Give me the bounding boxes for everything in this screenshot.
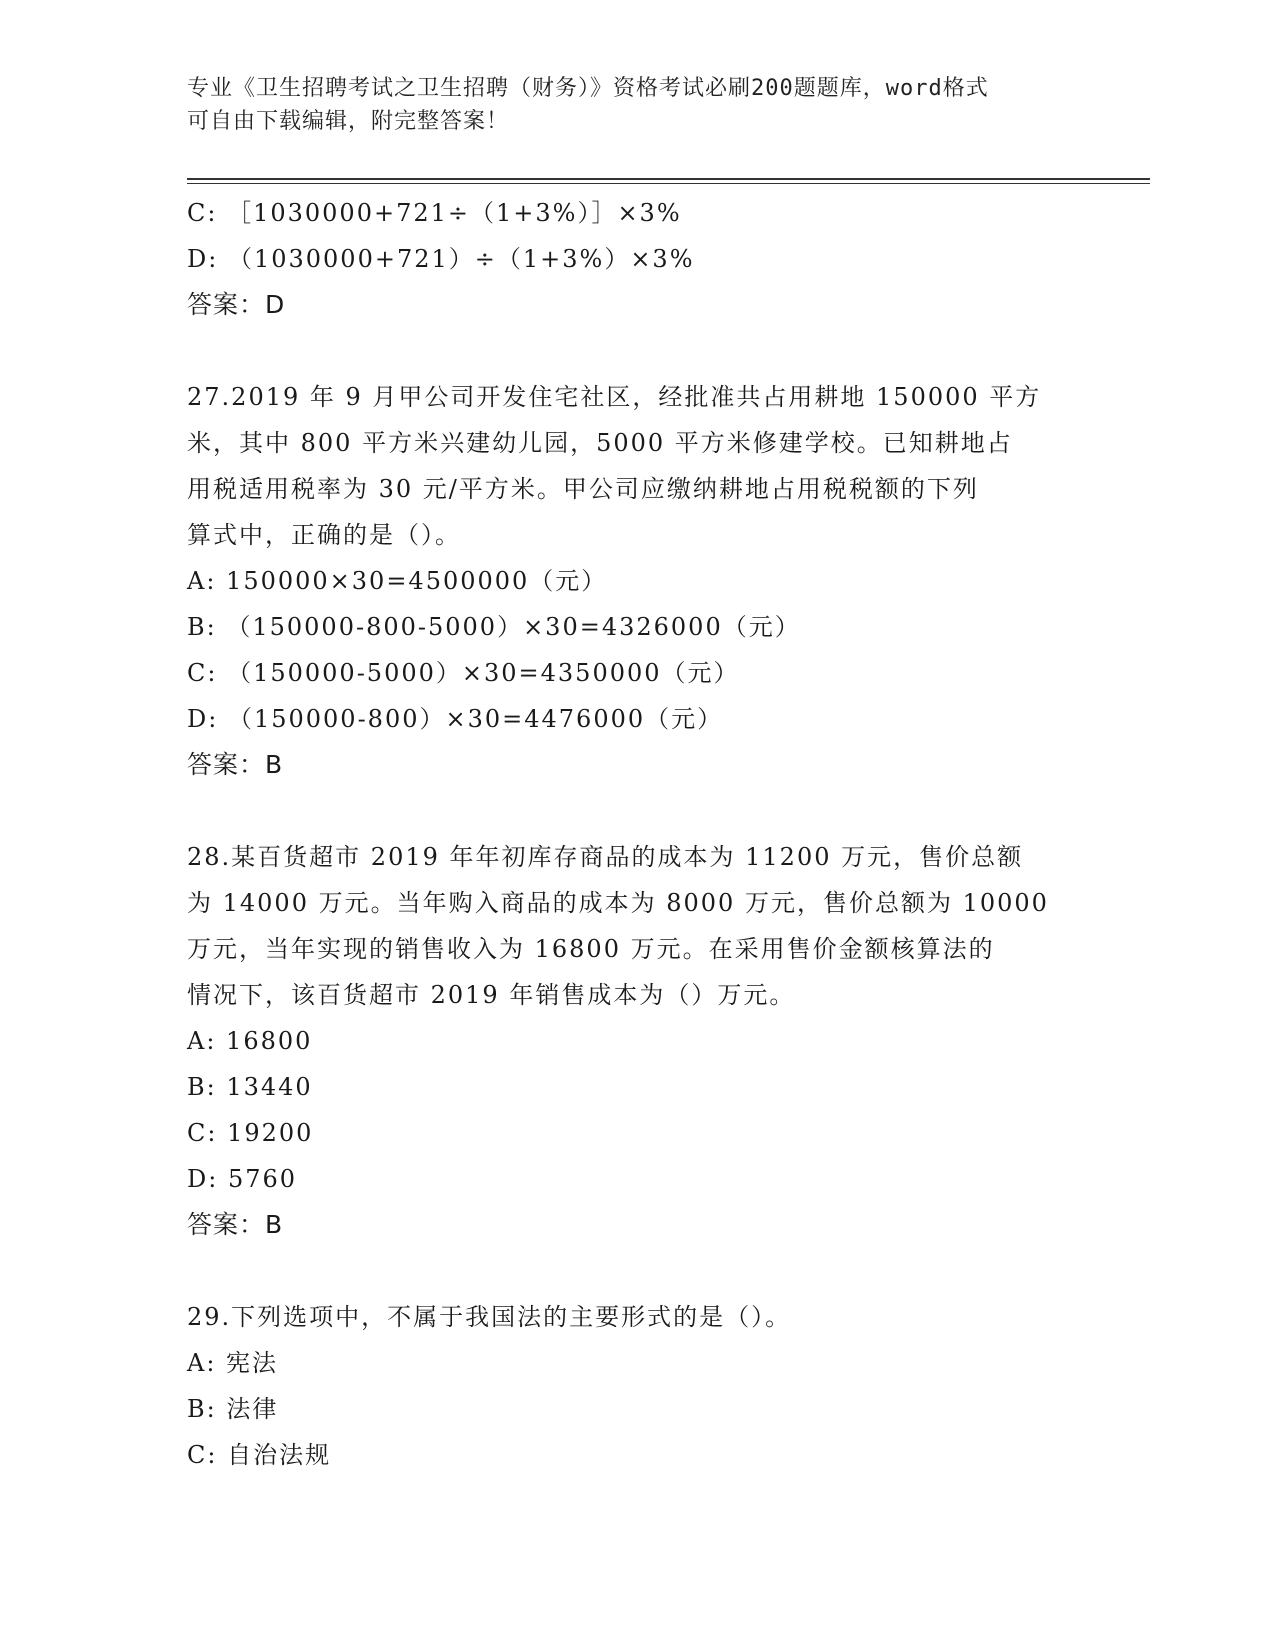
answer-line: 答案：B	[187, 750, 284, 779]
header-line-1: 专业《卫生招聘考试之卫生招聘（财务）》资格考试必刷200题题库，word格式	[187, 76, 989, 101]
option-b: B: 13440	[187, 1073, 313, 1101]
header-divider-thin	[187, 183, 1150, 184]
option-c: C: （150000-5000）×30=4350000（元）	[187, 659, 740, 687]
option-a: A: 宪法	[187, 1349, 279, 1377]
question-stem-line: 为 14000 万元。当年购入商品的成本为 8000 万元，售价总额为 10000	[187, 889, 1049, 917]
question-stem-line: 28.某百货超市 2019 年年初库存商品的成本为 11200 万元，售价总额	[187, 843, 1024, 871]
option-c: C: ［1030000+721÷（1+3%）］×3%	[187, 199, 682, 227]
question-stem-line: 情况下，该百货超市 2019 年销售成本为（）万元。	[187, 981, 796, 1009]
question-27	[187, 374, 1067, 788]
header-divider-thick	[187, 178, 1150, 180]
option-d: D: 5760	[187, 1165, 298, 1193]
question-stem-line: 27.2019 年 9 月甲公司开发住宅社区，经批准共占用耕地 150000 平方	[187, 383, 1042, 411]
option-d: D: （1030000+721）÷（1+3%）×3%	[187, 245, 695, 273]
option-c: C: 19200	[187, 1119, 314, 1147]
question-content	[187, 190, 1067, 1478]
question-stem-line: 米，其中 800 平方米兴建幼儿园，5000 平方米修建学校。已知耕地占	[187, 429, 1013, 457]
document-header	[187, 72, 1087, 138]
option-b: B: （150000-800-5000）×30=4326000（元）	[187, 613, 801, 641]
option-b: B: 法律	[187, 1395, 279, 1423]
question-stem-line: 万元，当年实现的销售收入为 16800 万元。在采用售价金额核算法的	[187, 935, 995, 963]
option-a: A: 16800	[187, 1027, 313, 1055]
header-line-2: 可自由下载编辑，附完整答案！	[187, 109, 510, 134]
answer-line: 答案：B	[187, 1210, 284, 1239]
spacer	[187, 1248, 1067, 1294]
spacer	[187, 328, 1067, 374]
question-stem-line: 29.下列选项中，不属于我国法的主要形式的是（）。	[187, 1303, 792, 1331]
question-28	[187, 834, 1067, 1248]
question-stem-line: 算式中，正确的是（）。	[187, 521, 461, 549]
answer-line: 答案：D	[187, 290, 286, 319]
spacer	[187, 788, 1067, 834]
option-d: D: （150000-800）×30=4476000（元）	[187, 705, 724, 733]
question-29	[187, 1294, 1067, 1478]
option-a: A: 150000×30=4500000（元）	[187, 567, 608, 595]
question-26-tail	[187, 190, 1067, 328]
question-stem-line: 用税适用税率为 30 元/平方米。甲公司应缴纳耕地占用税税额的下列	[187, 475, 979, 503]
option-c: C: 自治法规	[187, 1441, 332, 1469]
